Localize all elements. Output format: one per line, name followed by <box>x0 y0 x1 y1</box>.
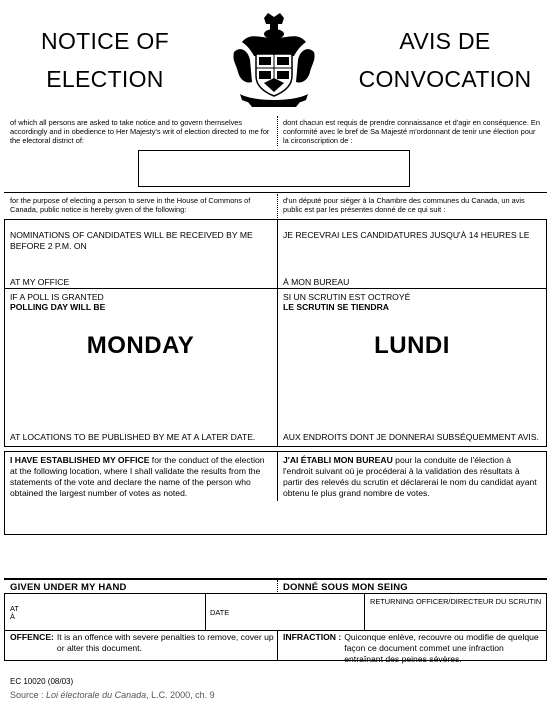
given-under-hand-fr: DONNÉ SOUS MON SEING <box>283 582 408 593</box>
offence-fr: INFRACTION : Quiconque enlève, recouvre ou modifie de quelque façon ce document commet une infraction entraînant des peines sévères. <box>283 632 539 664</box>
location-input[interactable] <box>24 596 202 628</box>
locations-en: AT LOCATIONS TO BE PUBLISHED BY ME AT A LATER DATE. <box>10 432 256 442</box>
nominations-office-en: AT MY OFFICE <box>10 277 70 287</box>
at-label-en: AT <box>10 604 19 613</box>
offence-en: OFFENCE: It is an offence with severe penalties to remove, cover up or alter this document. <box>10 632 274 653</box>
office-en: I HAVE ESTABLISHED MY OFFICE for the conduct of the election at the following location, where I shall validate the results from the statements of the vote and declare the name of the person who obtained the largest number of votes as noted. <box>10 455 265 498</box>
title-fr-line1: AVIS DE <box>399 28 491 54</box>
polling-day-value-en: MONDAY <box>86 332 195 359</box>
source-line: Source : Loi électorale du Canada, L.C. 2000, ch. 9 <box>10 690 215 700</box>
nominations-office-fr: À MON BUREAU <box>283 277 350 287</box>
polling-day-fr: LE SCRUTIN SE TIENDRA <box>283 302 389 312</box>
purpose-fr: d'un député pour siéger à la Chambre des communes du Canada, un avis public est par les présentes donné de ce qui suit : <box>283 196 525 214</box>
date-input[interactable] <box>236 596 361 628</box>
title-en-line1: NOTICE OF <box>41 28 169 54</box>
poll-granted-fr: SI UN SCRUTIN EST OCTROYÉ <box>283 292 411 302</box>
date-label: DATE <box>210 608 230 617</box>
purpose-en: for the purpose of electing a person to serve in the House of Commons of Canada, public notice is hereby given of the following: <box>10 196 251 214</box>
poll-granted-en: IF A POLL IS GRANTED <box>10 292 104 302</box>
form-code: EC 10020 (08/03) <box>10 677 74 686</box>
locations-fr: AUX ENDROITS DONT JE DONNERAI SUBSÉQUEMMENT AVIS. <box>283 432 539 442</box>
at-label-fr: À <box>10 612 15 621</box>
nominations-fr: JE RECEVRAI LES CANDIDATURES JUSQU'À 14 HEURES LE <box>283 230 530 240</box>
intro-en: of which all persons are asked to take notice and to govern themselves accordingly and in obedience to Her Majesty's writ of election directed to me for the electoral district of: <box>10 118 270 145</box>
returning-officer-label: RETURNING OFFICER/DIRECTEUR DU SCRUTIN <box>370 597 542 606</box>
electoral-district-input[interactable] <box>138 150 410 187</box>
office-fr: J'AI ÉTABLI MON BUREAU pour la conduite de l'élection à l'endroit suivant où je procéderai à la validation des résultats à partir des relevés du scrutin et déclarerai le nom du candidat ayant obtenu le plus grand nombre de votes. <box>283 455 537 498</box>
coat-of-arms-icon <box>230 12 318 108</box>
given-under-hand-en: GIVEN UNDER MY HAND <box>10 582 127 593</box>
polling-day-value-fr: LUNDI <box>374 332 450 359</box>
title-en-line2: ELECTION <box>46 66 164 92</box>
title-fr-line2: CONVOCATION <box>358 66 532 92</box>
polling-day-en: POLLING DAY WILL BE <box>10 302 106 312</box>
signature-input[interactable] <box>367 607 544 629</box>
nominations-en: NOMINATIONS OF CANDIDATES WILL BE RECEIVED BY ME BEFORE 2 P.M. ON <box>10 230 253 251</box>
intro-fr: dont chacun est requis de prendre connaissance et d'agir en conséquence. En conformité avec le bref de Sa Majesté m'ordonnant de tenir une élection pour la circonscription de : <box>283 118 540 145</box>
